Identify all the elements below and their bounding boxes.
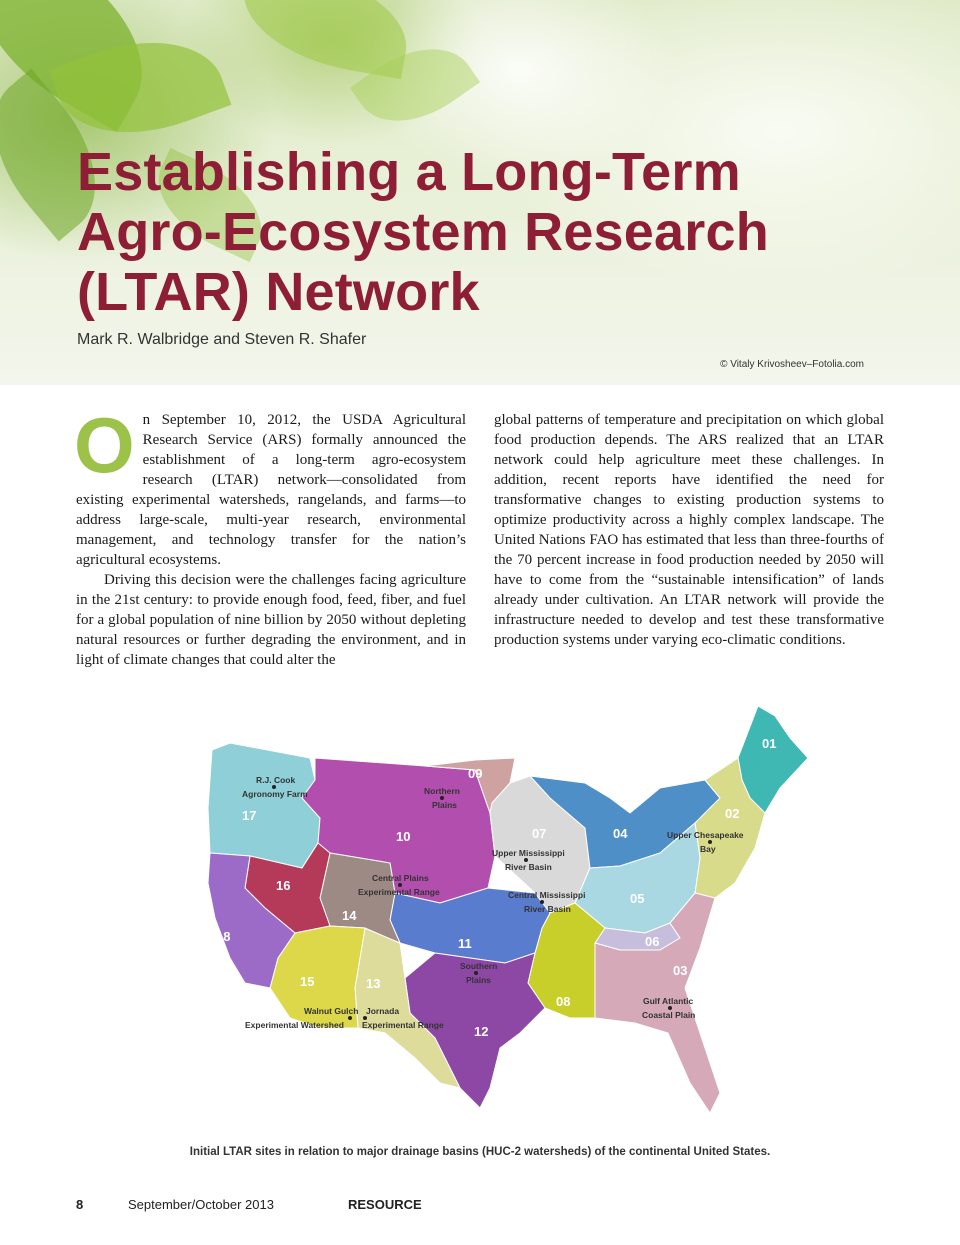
- region-number: 06: [645, 934, 660, 949]
- page-number: 8: [76, 1197, 84, 1212]
- site-label: Experimental Range: [358, 887, 440, 897]
- hero-banner: [0, 0, 960, 385]
- region-number: 17: [242, 808, 257, 823]
- paragraph: global patterns of temperature and precipitation on which global food production depends. The ARS realized that an LTAR network could help agriculture meet these challenges. In addition, recent reports have identified the need for transformative changes to existing production systems to optimize productivity across a highly complex landscape. The United Nations FAO has estimated that less than three-fourths of the 70 percent increase in food production needed by 2050 will have to come from the “sustainable intensification” of lands already under cultivation. An LTAR network will provide the infrastructure needed to develop and test these transformative production systems under varying eco-climatic conditions.: [494, 412, 884, 648]
- watershed-map: [190, 688, 815, 1140]
- title-line: Agro-Ecosystem Research: [77, 202, 769, 262]
- article-authors: Mark R. Walbridge and Steven R. Shafer: [77, 331, 367, 348]
- article-title: [77, 142, 937, 322]
- site-label: Plains: [432, 800, 458, 810]
- site-label: Upper Chesapeake: [667, 830, 744, 840]
- site-label: Plains: [466, 975, 492, 985]
- region-number: 02: [725, 806, 740, 821]
- page-footer: [76, 1197, 896, 1217]
- region-number: 13: [366, 976, 381, 991]
- issue-date: September/October 2013: [128, 1197, 274, 1212]
- region-number: 16: [276, 878, 291, 893]
- site-label: River Basin: [524, 904, 571, 914]
- region-number: 10: [396, 829, 411, 844]
- left-column: [74, 401, 466, 670]
- site-label: Central Mississippi: [508, 890, 586, 900]
- region-number: 15: [300, 974, 315, 989]
- region-number: 05: [630, 891, 645, 906]
- site-label: River Basin: [505, 862, 552, 872]
- figure-caption: Initial LTAR sites in relation to major drainage basins (HUC-2 watersheds) of the continental United States.: [189, 1146, 771, 1158]
- site-label: Jornada: [366, 1006, 400, 1016]
- site-label: Central Plains: [372, 873, 429, 883]
- site-label: Bay: [700, 844, 716, 854]
- site-label: Upper Mississippi: [492, 848, 565, 858]
- region-number: 11: [458, 936, 472, 951]
- region-number: 14: [342, 908, 357, 923]
- site-marker: [348, 1016, 352, 1020]
- region-number: 09: [468, 766, 483, 781]
- ltar-map-figure: [190, 688, 815, 1140]
- site-label: Experimental Watershed: [245, 1020, 344, 1030]
- site-label: Gulf Atlantic: [643, 996, 694, 1006]
- paragraph: Driving this decision were the challenges facing agriculture in the 21st century: to provide enough food, feed, fiber, and fuel for a global population of nine billion by 2050 without depleting natural resources or further degrading the environment, and in light of climate changes that could alter the: [76, 572, 466, 668]
- magazine-name: RESOURCE: [348, 1197, 422, 1212]
- site-label: R.J. Cook: [256, 775, 296, 785]
- region-number: 18: [216, 929, 231, 944]
- title-line: Establishing a Long-Term: [77, 142, 741, 202]
- site-label: Agronomy Farm: [242, 789, 308, 799]
- site-label: Coastal Plain: [642, 1010, 696, 1020]
- region-number: 08: [556, 994, 571, 1009]
- region-number: 07: [532, 826, 547, 841]
- photo-credit: © Vitaly Krivosheev–Fotolia.com: [720, 359, 864, 370]
- title-line: (LTAR) Network: [77, 262, 480, 322]
- region-number: 03: [673, 963, 688, 978]
- region-17: [208, 743, 320, 868]
- site-label: Southern: [460, 961, 498, 971]
- paragraph: [74, 401, 466, 570]
- site-label: Walnut Gulch: [304, 1006, 359, 1016]
- region-number: 04: [613, 826, 628, 841]
- region-number: 01: [762, 736, 777, 751]
- site-label: Northern: [424, 786, 460, 796]
- right-column: [494, 410, 884, 650]
- paragraph-text: n September 10, 2012, the USDA Agricultural Research Service (ARS) formally announced the establishment of a long-term agro-ecosystem research (LTAR) network—consolidated from existing experimental watersheds, rangelands, and farms—to address large-scale, multi-year research, environmental management, and technology transfer for the nation’s agricultural ecosystems.: [76, 412, 466, 568]
- region-number: 12: [474, 1024, 489, 1039]
- site-label: Experimental Range: [362, 1020, 444, 1030]
- drop-cap: O: [74, 401, 135, 489]
